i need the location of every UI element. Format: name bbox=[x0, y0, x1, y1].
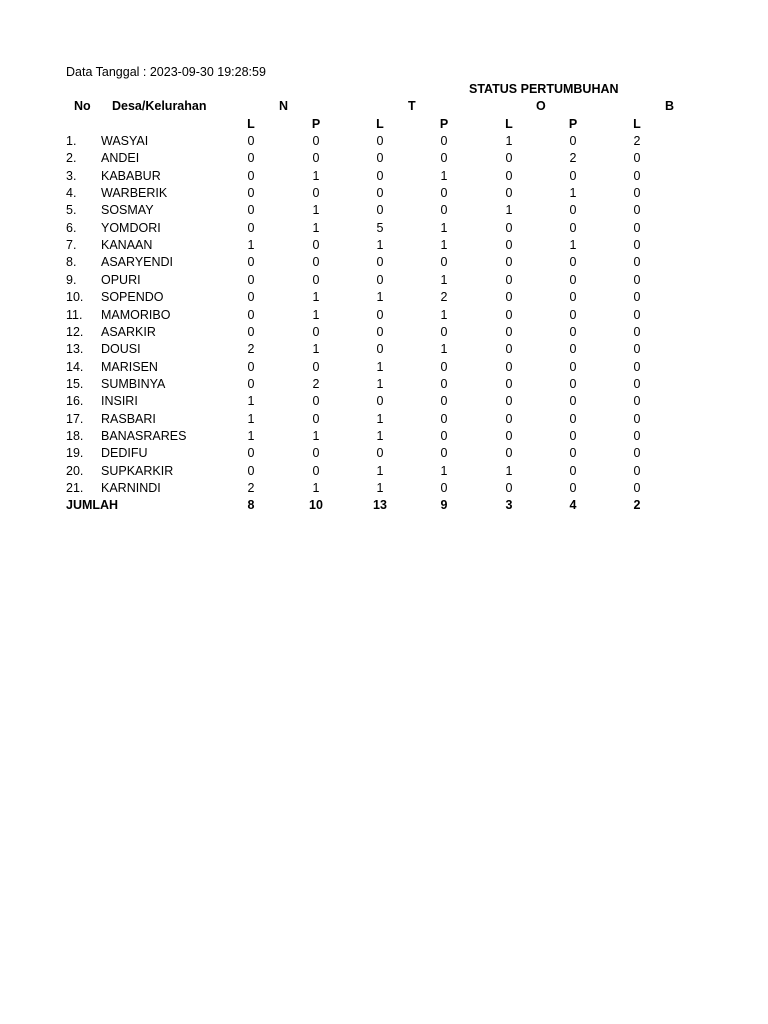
row-value-cell: 1 bbox=[505, 134, 513, 148]
row-value-cell: 0 bbox=[505, 481, 513, 495]
row-value-cell: 0 bbox=[569, 325, 577, 339]
row-value-cell: 0 bbox=[312, 325, 320, 339]
row-desa-name: ASARYENDI bbox=[101, 255, 174, 269]
row-value-cell: 0 bbox=[376, 169, 384, 183]
row-value-cell: 0 bbox=[312, 464, 320, 478]
row-value-cell: 0 bbox=[633, 481, 641, 495]
subheader-p: P bbox=[568, 117, 578, 131]
row-value-cell: 1 bbox=[505, 203, 513, 217]
row-desa-name: SUPKARKIR bbox=[101, 464, 174, 478]
total-value-cell: 8 bbox=[247, 498, 255, 512]
row-value-cell: 0 bbox=[505, 186, 513, 200]
total-value-cell: 13 bbox=[373, 498, 387, 512]
row-value-cell: 0 bbox=[312, 446, 320, 460]
row-value-cell: 0 bbox=[633, 360, 641, 374]
row-value-cell: 0 bbox=[633, 151, 641, 165]
row-value-cell: 0 bbox=[505, 221, 513, 235]
row-value-cell: 0 bbox=[505, 342, 513, 356]
row-desa-name: RASBARI bbox=[101, 412, 156, 426]
row-value-cell: 0 bbox=[376, 273, 384, 287]
row-value-cell: 0 bbox=[633, 308, 641, 322]
row-value-cell: 0 bbox=[569, 221, 577, 235]
row-value-cell: 0 bbox=[440, 446, 448, 460]
row-value-cell: 0 bbox=[440, 255, 448, 269]
row-value-cell: 0 bbox=[440, 134, 448, 148]
row-value-cell: 1 bbox=[312, 221, 320, 235]
row-value-cell: 0 bbox=[247, 377, 255, 391]
row-value-cell: 0 bbox=[633, 446, 641, 460]
row-value-cell: 0 bbox=[633, 325, 641, 339]
row-desa-name: KANAAN bbox=[101, 238, 153, 252]
row-desa-name: WASYAI bbox=[101, 134, 149, 148]
row-value-cell: 0 bbox=[505, 238, 513, 252]
row-value-cell: 1 bbox=[376, 412, 384, 426]
row-value-cell: 1 bbox=[247, 429, 255, 443]
subheader-l: L bbox=[376, 117, 384, 131]
row-value-cell: 0 bbox=[633, 429, 641, 443]
row-value-cell: 0 bbox=[505, 446, 513, 460]
row-value-cell: 0 bbox=[633, 394, 641, 408]
row-value-cell: 1 bbox=[569, 238, 577, 252]
row-value-cell: 0 bbox=[376, 325, 384, 339]
row-value-cell: 0 bbox=[569, 394, 577, 408]
row-value-cell: 1 bbox=[376, 360, 384, 374]
row-value-cell: 1 bbox=[376, 290, 384, 304]
row-value-cell: 1 bbox=[569, 186, 577, 200]
row-value-cell: 0 bbox=[569, 429, 577, 443]
row-value-cell: 0 bbox=[376, 151, 384, 165]
row-value-cell: 0 bbox=[312, 273, 320, 287]
row-value-cell: 0 bbox=[376, 446, 384, 460]
row-value-cell: 0 bbox=[376, 134, 384, 148]
row-value-cell: 0 bbox=[247, 221, 255, 235]
row-value-cell: 0 bbox=[376, 186, 384, 200]
row-value-cell: 0 bbox=[376, 394, 384, 408]
row-value-cell: 0 bbox=[247, 446, 255, 460]
row-value-cell: 0 bbox=[376, 342, 384, 356]
row-value-cell: 0 bbox=[505, 360, 513, 374]
row-value-cell: 0 bbox=[247, 308, 255, 322]
row-value-cell: 0 bbox=[247, 290, 255, 304]
row-number: 6. bbox=[66, 221, 77, 235]
row-value-cell: 0 bbox=[569, 290, 577, 304]
row-number: 12. bbox=[66, 325, 84, 339]
row-value-cell: 0 bbox=[376, 255, 384, 269]
row-value-cell: 1 bbox=[440, 169, 448, 183]
row-value-cell: 2 bbox=[440, 290, 448, 304]
row-value-cell: 0 bbox=[505, 394, 513, 408]
row-value-cell: 1 bbox=[312, 481, 320, 495]
row-desa-name: ANDEI bbox=[101, 151, 140, 165]
row-desa-name: SOPENDO bbox=[101, 290, 164, 304]
row-value-cell: 0 bbox=[247, 325, 255, 339]
row-value-cell: 0 bbox=[633, 255, 641, 269]
row-value-cell: 0 bbox=[312, 151, 320, 165]
row-number: 16. bbox=[66, 394, 84, 408]
row-desa-name: KABABUR bbox=[101, 169, 161, 183]
row-value-cell: 0 bbox=[505, 308, 513, 322]
row-value-cell: 1 bbox=[312, 169, 320, 183]
row-value-cell: 1 bbox=[440, 238, 448, 252]
row-value-cell: 0 bbox=[633, 342, 641, 356]
row-value-cell: 0 bbox=[633, 186, 641, 200]
header-desa: Desa/Kelurahan bbox=[112, 99, 207, 113]
row-value-cell: 0 bbox=[247, 186, 255, 200]
row-value-cell: 0 bbox=[440, 412, 448, 426]
row-number: 11. bbox=[66, 308, 83, 322]
row-value-cell: 0 bbox=[247, 203, 255, 217]
row-value-cell: 0 bbox=[569, 377, 577, 391]
row-value-cell: 0 bbox=[569, 464, 577, 478]
row-value-cell: 0 bbox=[633, 377, 641, 391]
row-value-cell: 0 bbox=[569, 412, 577, 426]
row-value-cell: 0 bbox=[505, 325, 513, 339]
header-status-n: N bbox=[279, 99, 289, 113]
row-value-cell: 1 bbox=[312, 342, 320, 356]
row-number: 17. bbox=[66, 412, 84, 426]
row-value-cell: 1 bbox=[440, 308, 448, 322]
row-value-cell: 0 bbox=[633, 238, 641, 252]
row-value-cell: 2 bbox=[247, 481, 255, 495]
header-status-b: B bbox=[665, 99, 675, 113]
row-value-cell: 0 bbox=[376, 308, 384, 322]
row-value-cell: 0 bbox=[505, 290, 513, 304]
row-number: 4. bbox=[66, 186, 77, 200]
row-value-cell: 0 bbox=[312, 412, 320, 426]
row-desa-name: WARBERIK bbox=[101, 186, 168, 200]
row-desa-name: SUMBINYA bbox=[101, 377, 166, 391]
header-status-t: T bbox=[408, 99, 416, 113]
total-value-cell: 3 bbox=[505, 498, 513, 512]
row-value-cell: 0 bbox=[247, 360, 255, 374]
row-value-cell: 0 bbox=[569, 255, 577, 269]
row-value-cell: 0 bbox=[505, 377, 513, 391]
row-value-cell: 0 bbox=[633, 273, 641, 287]
row-number: 10. bbox=[66, 290, 84, 304]
row-value-cell: 0 bbox=[247, 464, 255, 478]
row-desa-name: BANASRARES bbox=[101, 429, 187, 443]
row-value-cell: 1 bbox=[440, 221, 448, 235]
row-value-cell: 0 bbox=[505, 273, 513, 287]
row-number: 3. bbox=[66, 169, 77, 183]
row-value-cell: 0 bbox=[569, 342, 577, 356]
row-value-cell: 1 bbox=[376, 464, 384, 478]
row-number: 2. bbox=[66, 151, 77, 165]
row-value-cell: 1 bbox=[312, 290, 320, 304]
row-value-cell: 0 bbox=[633, 290, 641, 304]
row-value-cell: 1 bbox=[376, 429, 384, 443]
row-value-cell: 2 bbox=[633, 134, 641, 148]
row-number: 7. bbox=[66, 238, 77, 252]
row-value-cell: 0 bbox=[440, 360, 448, 374]
row-value-cell: 0 bbox=[569, 134, 577, 148]
row-value-cell: 1 bbox=[376, 481, 384, 495]
row-value-cell: 1 bbox=[312, 429, 320, 443]
row-number: 8. bbox=[66, 255, 77, 269]
row-desa-name: MAMORIBO bbox=[101, 308, 171, 322]
row-desa-name: KARNINDI bbox=[101, 481, 161, 495]
status-group-title: STATUS PERTUMBUHAN bbox=[469, 82, 619, 96]
row-value-cell: 1 bbox=[440, 273, 448, 287]
row-value-cell: 0 bbox=[247, 134, 255, 148]
subheader-l: L bbox=[247, 117, 255, 131]
row-value-cell: 0 bbox=[633, 203, 641, 217]
row-desa-name: YOMDORI bbox=[101, 221, 161, 235]
row-number: 18. bbox=[66, 429, 84, 443]
row-desa-name: OPURI bbox=[101, 273, 141, 287]
row-value-cell: 1 bbox=[247, 238, 255, 252]
row-value-cell: 0 bbox=[569, 203, 577, 217]
row-value-cell: 1 bbox=[505, 464, 513, 478]
row-desa-name: INSIRI bbox=[101, 394, 138, 408]
subheader-l: L bbox=[505, 117, 513, 131]
row-value-cell: 1 bbox=[312, 308, 320, 322]
row-number: 15. bbox=[66, 377, 84, 391]
row-value-cell: 1 bbox=[440, 342, 448, 356]
row-value-cell: 0 bbox=[569, 360, 577, 374]
row-value-cell: 0 bbox=[440, 325, 448, 339]
row-value-cell: 0 bbox=[440, 394, 448, 408]
row-value-cell: 1 bbox=[376, 238, 384, 252]
row-value-cell: 0 bbox=[440, 203, 448, 217]
row-value-cell: 0 bbox=[312, 238, 320, 252]
row-value-cell: 0 bbox=[312, 134, 320, 148]
row-value-cell: 1 bbox=[247, 394, 255, 408]
row-number: 14. bbox=[66, 360, 84, 374]
row-value-cell: 0 bbox=[247, 273, 255, 287]
row-value-cell: 2 bbox=[312, 377, 320, 391]
row-value-cell: 1 bbox=[312, 203, 320, 217]
total-value-cell: 4 bbox=[569, 498, 577, 512]
row-number: 13. bbox=[66, 342, 84, 356]
row-value-cell: 0 bbox=[440, 377, 448, 391]
row-value-cell: 0 bbox=[440, 429, 448, 443]
row-value-cell: 0 bbox=[376, 203, 384, 217]
row-value-cell: 5 bbox=[376, 221, 384, 235]
row-number: 20. bbox=[66, 464, 84, 478]
row-value-cell: 0 bbox=[569, 273, 577, 287]
row-value-cell: 0 bbox=[505, 255, 513, 269]
row-number: 19. bbox=[66, 446, 84, 460]
subheader-p: P bbox=[311, 117, 321, 131]
row-desa-name: DOUSI bbox=[101, 342, 141, 356]
row-value-cell: 0 bbox=[505, 429, 513, 443]
header-no: No bbox=[74, 99, 91, 113]
row-value-cell: 0 bbox=[505, 412, 513, 426]
row-value-cell: 0 bbox=[312, 186, 320, 200]
row-value-cell: 0 bbox=[569, 481, 577, 495]
total-value-cell: 10 bbox=[309, 498, 323, 512]
row-value-cell: 0 bbox=[569, 169, 577, 183]
header-status-o: O bbox=[536, 99, 546, 113]
total-value-cell: 2 bbox=[633, 498, 641, 512]
row-value-cell: 0 bbox=[440, 151, 448, 165]
row-value-cell: 0 bbox=[247, 169, 255, 183]
row-number: 5. bbox=[66, 203, 77, 217]
total-value-cell: 9 bbox=[440, 498, 448, 512]
row-number: 21. bbox=[66, 481, 84, 495]
row-value-cell: 0 bbox=[312, 255, 320, 269]
total-label: JUMLAH bbox=[66, 498, 119, 512]
row-value-cell: 0 bbox=[440, 186, 448, 200]
row-value-cell: 0 bbox=[312, 360, 320, 374]
row-desa-name: ASARKIR bbox=[101, 325, 156, 339]
row-value-cell: 0 bbox=[633, 412, 641, 426]
row-desa-name: DEDIFU bbox=[101, 446, 148, 460]
row-value-cell: 0 bbox=[569, 308, 577, 322]
row-desa-name: SOSMAY bbox=[101, 203, 154, 217]
row-value-cell: 0 bbox=[569, 446, 577, 460]
row-value-cell: 0 bbox=[247, 151, 255, 165]
row-value-cell: 2 bbox=[569, 151, 577, 165]
subheader-l: L bbox=[633, 117, 641, 131]
row-value-cell: 0 bbox=[633, 221, 641, 235]
row-value-cell: 2 bbox=[247, 342, 255, 356]
row-value-cell: 0 bbox=[633, 464, 641, 478]
row-value-cell: 1 bbox=[376, 377, 384, 391]
row-value-cell: 0 bbox=[247, 255, 255, 269]
row-number: 1. bbox=[66, 134, 77, 148]
row-desa-name: MARISEN bbox=[101, 360, 158, 374]
row-value-cell: 0 bbox=[440, 481, 448, 495]
row-value-cell: 1 bbox=[247, 412, 255, 426]
row-value-cell: 0 bbox=[312, 394, 320, 408]
row-number: 9. bbox=[66, 273, 77, 287]
data-date-label: Data Tanggal : 2023-09-30 19:28:59 bbox=[66, 65, 266, 79]
subheader-p: P bbox=[439, 117, 449, 131]
row-value-cell: 0 bbox=[633, 169, 641, 183]
row-value-cell: 0 bbox=[505, 169, 513, 183]
row-value-cell: 0 bbox=[505, 151, 513, 165]
row-value-cell: 1 bbox=[440, 464, 448, 478]
